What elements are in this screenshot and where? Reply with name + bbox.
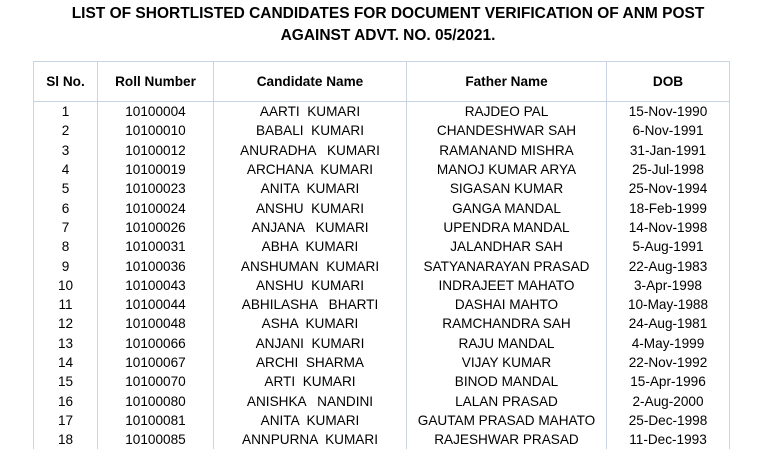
table-row <box>34 314 730 333</box>
cell-candidate-name: ANSHU KUMARI <box>214 276 407 295</box>
cell-candidate-name: ANSHU KUMARI <box>214 198 407 217</box>
cell-sl-no: 12 <box>34 314 98 333</box>
cell-sl-no: 17 <box>34 411 98 430</box>
header-dob: DOB <box>607 62 730 102</box>
cell-father-name: DASHAI MAHTO <box>407 295 607 314</box>
table-row <box>34 353 730 372</box>
cell-father-name: GANGA MANDAL <box>407 198 607 217</box>
cell-father-name: RAMANAND MISHRA <box>407 141 607 160</box>
table-row <box>34 121 730 140</box>
cell-father-name: BINOD MANDAL <box>407 372 607 391</box>
cell-sl-no: 18 <box>34 430 98 449</box>
cell-candidate-name: ANISHKA NANDINI <box>214 391 407 410</box>
cell-dob: 31-Jan-1991 <box>607 141 730 160</box>
cell-dob: 25-Jul-1998 <box>607 160 730 179</box>
cell-father-name: RAJESHWAR PRASAD <box>407 430 607 449</box>
cell-candidate-name: ARTI KUMARI <box>214 372 407 391</box>
cell-sl-no: 2 <box>34 121 98 140</box>
cell-dob: 11-Dec-1993 <box>607 430 730 449</box>
cell-father-name: JALANDHAR SAH <box>407 237 607 256</box>
cell-candidate-name: ANJANI KUMARI <box>214 334 407 353</box>
table-row <box>34 160 730 179</box>
cell-sl-no: 1 <box>34 102 98 122</box>
cell-dob: 15-Nov-1990 <box>607 102 730 122</box>
cell-father-name: VIJAY KUMAR <box>407 353 607 372</box>
cell-roll-number: 10100023 <box>98 179 214 198</box>
table-row <box>34 102 730 122</box>
cell-father-name: GAUTAM PRASAD MAHATO <box>407 411 607 430</box>
cell-roll-number: 10100080 <box>98 391 214 410</box>
cell-candidate-name: ANURADHA KUMARI <box>214 141 407 160</box>
table-row <box>34 295 730 314</box>
cell-roll-number: 10100081 <box>98 411 214 430</box>
table-row <box>34 218 730 237</box>
cell-roll-number: 10100012 <box>98 141 214 160</box>
cell-candidate-name: BABALI KUMARI <box>214 121 407 140</box>
cell-candidate-name: ARCHANA KUMARI <box>214 160 407 179</box>
table-row <box>34 276 730 295</box>
table-row <box>34 391 730 410</box>
cell-sl-no: 13 <box>34 334 98 353</box>
cell-candidate-name: ANITA KUMARI <box>214 411 407 430</box>
table-row <box>34 411 730 430</box>
cell-roll-number: 10100067 <box>98 353 214 372</box>
cell-candidate-name: ANITA KUMARI <box>214 179 407 198</box>
table-row <box>34 430 730 449</box>
cell-dob: 4-May-1999 <box>607 334 730 353</box>
header-father-name: Father Name <box>407 62 607 102</box>
cell-sl-no: 9 <box>34 256 98 275</box>
cell-roll-number: 10100066 <box>98 334 214 353</box>
header-roll-number: Roll Number <box>98 62 214 102</box>
cell-sl-no: 14 <box>34 353 98 372</box>
cell-sl-no: 7 <box>34 218 98 237</box>
cell-candidate-name: ARCHI SHARMA <box>214 353 407 372</box>
header-candidate-name: Candidate Name <box>214 62 407 102</box>
cell-dob: 24-Aug-1981 <box>607 314 730 333</box>
cell-father-name: RAJDEO PAL <box>407 102 607 122</box>
cell-roll-number: 10100048 <box>98 314 214 333</box>
document-title-line-1: LIST OF SHORTLISTED CANDIDATES FOR DOCUMENT VERIFICATION OF ANM POST <box>71 5 705 22</box>
document-title-line-2: AGAINST ADVT. NO. 05/2021. <box>280 27 496 44</box>
cell-father-name: RAJU MANDAL <box>407 334 607 353</box>
cell-dob: 25-Nov-1994 <box>607 179 730 198</box>
cell-roll-number: 10100043 <box>98 276 214 295</box>
cell-dob: 22-Nov-1992 <box>607 353 730 372</box>
cell-dob: 6-Nov-1991 <box>607 121 730 140</box>
cell-candidate-name: ANNPURNA KUMARI <box>214 430 407 449</box>
cell-candidate-name: ABHILASHA BHARTI <box>214 295 407 314</box>
table-row <box>34 372 730 391</box>
cell-candidate-name: ABHA KUMARI <box>214 237 407 256</box>
cell-candidate-name: AARTI KUMARI <box>214 102 407 122</box>
cell-sl-no: 10 <box>34 276 98 295</box>
cell-dob: 10-May-1988 <box>607 295 730 314</box>
cell-roll-number: 10100044 <box>98 295 214 314</box>
cell-sl-no: 16 <box>34 391 98 410</box>
cell-father-name: RAMCHANDRA SAH <box>407 314 607 333</box>
cell-dob: 5-Aug-1991 <box>607 237 730 256</box>
cell-father-name: UPENDRA MANDAL <box>407 218 607 237</box>
cell-father-name: CHANDESHWAR SAH <box>407 121 607 140</box>
cell-roll-number: 10100070 <box>98 372 214 391</box>
cell-roll-number: 10100004 <box>98 102 214 122</box>
cell-father-name: LALAN PRASAD <box>407 391 607 410</box>
cell-dob: 22-Aug-1983 <box>607 256 730 275</box>
cell-father-name: SIGASAN KUMAR <box>407 179 607 198</box>
cell-sl-no: 3 <box>34 141 98 160</box>
cell-roll-number: 10100010 <box>98 121 214 140</box>
cell-candidate-name: ANSHUMAN KUMARI <box>214 256 407 275</box>
cell-candidate-name: ASHA KUMARI <box>214 314 407 333</box>
table-row <box>34 198 730 217</box>
table-header-row <box>34 62 730 102</box>
cell-roll-number: 10100024 <box>98 198 214 217</box>
cell-sl-no: 8 <box>34 237 98 256</box>
cell-sl-no: 15 <box>34 372 98 391</box>
cell-dob: 15-Apr-1996 <box>607 372 730 391</box>
cell-roll-number: 10100085 <box>98 430 214 449</box>
cell-dob: 2-Aug-2000 <box>607 391 730 410</box>
cell-father-name: MANOJ KUMAR ARYA <box>407 160 607 179</box>
cell-candidate-name: ANJANA KUMARI <box>214 218 407 237</box>
cell-sl-no: 11 <box>34 295 98 314</box>
header-sl-no: Sl No. <box>34 62 98 102</box>
table-row <box>34 256 730 275</box>
table-row <box>34 237 730 256</box>
cell-father-name: SATYANARAYAN PRASAD <box>407 256 607 275</box>
cell-dob: 14-Nov-1998 <box>607 218 730 237</box>
cell-father-name: INDRAJEET MAHATO <box>407 276 607 295</box>
cell-roll-number: 10100036 <box>98 256 214 275</box>
cell-roll-number: 10100031 <box>98 237 214 256</box>
cell-dob: 18-Feb-1999 <box>607 198 730 217</box>
table-row <box>34 179 730 198</box>
table-row <box>34 334 730 353</box>
cell-sl-no: 4 <box>34 160 98 179</box>
cell-roll-number: 10100026 <box>98 218 214 237</box>
cell-dob: 3-Apr-1998 <box>607 276 730 295</box>
cell-sl-no: 6 <box>34 198 98 217</box>
cell-roll-number: 10100019 <box>98 160 214 179</box>
candidates-table <box>33 61 730 449</box>
cell-sl-no: 5 <box>34 179 98 198</box>
table-row <box>34 141 730 160</box>
cell-dob: 25-Dec-1998 <box>607 411 730 430</box>
